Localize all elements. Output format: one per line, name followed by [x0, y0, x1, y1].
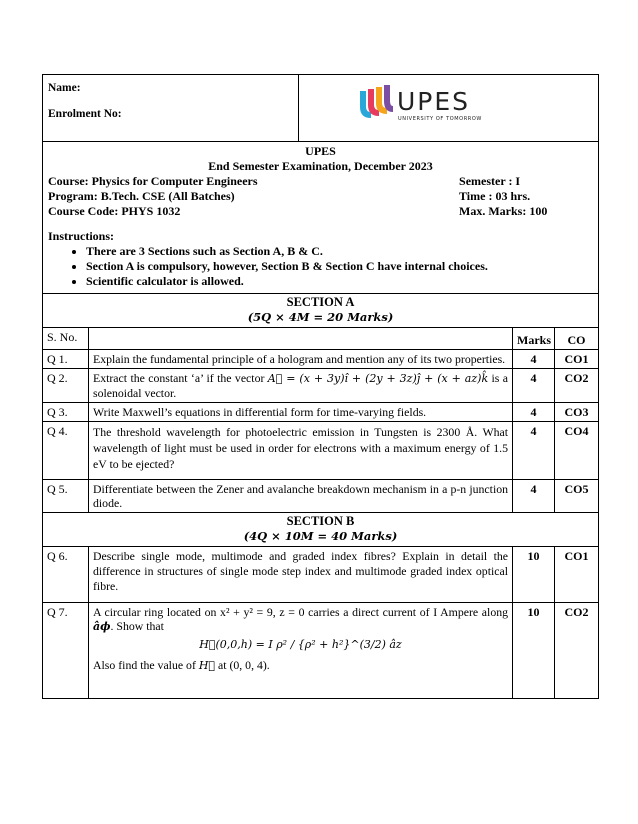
instruction-item: • Scientific calculator is allowed. — [86, 274, 593, 289]
section-a-header — [43, 294, 599, 328]
table-row — [43, 547, 599, 603]
table-row — [43, 480, 599, 513]
section-a-marks: (5Q × 4M = 20 Marks) — [247, 310, 394, 324]
question-marks: 4 — [513, 480, 555, 513]
section-b-marks: (4Q × 10M = 40 Marks) — [243, 529, 398, 543]
question-text-part: at (0, 0, 4). — [215, 658, 270, 672]
question-number: Q 1. — [43, 350, 89, 369]
question-co: CO3 — [555, 403, 599, 422]
question-text-part: . Show that — [110, 619, 164, 633]
table-row — [43, 369, 599, 403]
question-marks: 4 — [513, 369, 555, 403]
instructions-list — [48, 244, 593, 289]
table-row — [43, 422, 599, 480]
table-row — [43, 403, 599, 422]
question-text: Explain the fundamental principle of a hologram and mention any of its two properties. — [89, 350, 513, 369]
section-b-title: SECTION B — [286, 514, 355, 528]
col-header-sno: S. No. — [43, 328, 89, 350]
question-co: CO5 — [555, 480, 599, 513]
exam-time: Time : 03 hrs. — [459, 189, 531, 203]
question-co: CO2 — [555, 603, 599, 699]
semester: Semester : I — [459, 174, 521, 188]
h-vector: H⃗ — [198, 659, 216, 672]
question-number: Q 7. — [43, 603, 89, 699]
program-row — [48, 189, 593, 204]
question-text — [89, 603, 513, 699]
name-label: Name: — [48, 82, 81, 94]
instructions-title: Instructions: — [48, 229, 115, 243]
instruction-item: • Section A is compulsory, however, Section B & Section C have internal choices. — [86, 259, 593, 274]
question-co: CO4 — [555, 422, 599, 480]
question-marks: 10 — [513, 603, 555, 699]
vector-formula: A⃗ = (x + 3y)î + (2y + 3z)ĵ + (x + az)k̂ — [267, 372, 489, 385]
section-b-header — [43, 513, 599, 547]
question-number: Q 6. — [43, 547, 89, 603]
enrolment-label: Enrolment No: — [48, 108, 122, 120]
exam-paper — [42, 74, 598, 699]
question-co: CO1 — [555, 350, 599, 369]
instruction-item: • There are 3 Sections such as Section A, B & C. — [86, 244, 593, 259]
exam-title: End Semester Examination, December 2023 — [208, 159, 433, 173]
question-marks: 4 — [513, 422, 555, 480]
question-text: The threshold wavelength for photoelectric emission in Tungsten is 2300 Å. What wavelength of light must be used in order for electrons with a maximum energy of 1.5 eV to be ejected? — [89, 422, 513, 480]
question-co: CO2 — [555, 369, 599, 403]
col-header-co: CO — [555, 328, 599, 350]
question-marks: 4 — [513, 403, 555, 422]
field-formula: H⃗(0,0,h) = I ρ² / {ρ² + h²}^(3/2) âz — [199, 638, 402, 651]
question-text — [89, 369, 513, 403]
upes-logo-mark — [360, 85, 393, 118]
code-row — [48, 204, 593, 219]
question-text-part: A circular ring located on x² + y² = 9, z = 0 carries a direct current of I Ampere along — [93, 605, 509, 619]
question-text: Differentiate between the Zener and avalanche breakdown mechanism in a p-n junction diode. — [89, 480, 513, 513]
max-marks: Max. Marks: 100 — [459, 204, 548, 218]
col-header-question — [89, 328, 513, 350]
col-header-marks: Marks — [513, 328, 555, 350]
course-name: Course: Physics for Computer Engineers — [48, 174, 258, 188]
logo-wordmark: UPES — [397, 87, 471, 116]
question-text: Describe single mode, multimode and graded index fibres? Explain in detail the difference in structures of single mode step index and multimode graded index optical fibre. — [89, 547, 513, 603]
question-co: CO1 — [555, 547, 599, 603]
table-row — [43, 603, 599, 699]
course-row — [48, 174, 593, 189]
question-text-part: Also find the value of — [93, 658, 199, 672]
exam-table — [42, 74, 599, 699]
question-number: Q 2. — [43, 369, 89, 403]
question-number: Q 3. — [43, 403, 89, 422]
upes-logo — [357, 81, 487, 125]
university-name: UPES — [305, 144, 336, 158]
program: Program: B.Tech. CSE (All Batches) — [48, 189, 235, 203]
question-text-part: is a solenoidal vector. — [93, 371, 508, 400]
table-row — [43, 350, 599, 369]
question-marks: 10 — [513, 547, 555, 603]
question-number: Q 4. — [43, 422, 89, 480]
student-info-cell — [43, 75, 299, 142]
question-number: Q 5. — [43, 480, 89, 513]
question-text-part: Extract the constant ‘a’ if the vector — [93, 371, 268, 385]
exam-info-block — [43, 142, 599, 294]
course-code: Course Code: PHYS 1032 — [48, 204, 181, 218]
section-a-title: SECTION A — [286, 295, 355, 309]
question-text: Write Maxwell’s equations in differential form for time-varying fields. — [89, 403, 513, 422]
question-marks: 4 — [513, 350, 555, 369]
logo-tagline: UNIVERSITY OF TOMORROW — [398, 116, 482, 122]
unit-vector: âϕ — [93, 620, 111, 633]
logo-cell — [299, 75, 599, 142]
